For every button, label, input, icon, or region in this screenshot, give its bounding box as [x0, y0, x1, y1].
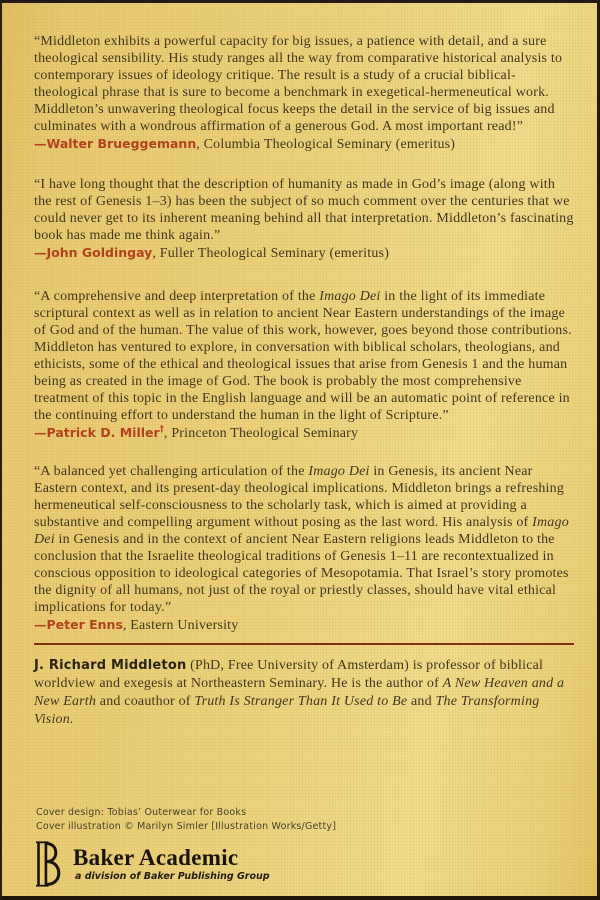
attribution-affiliation: , Princeton Theological Seminary	[163, 426, 359, 441]
cover-credits	[36, 806, 336, 833]
endorsement-enns	[34, 463, 574, 634]
attribution-affiliation: , Columbia Theological Seminary (emeritus)	[196, 137, 456, 152]
attribution-affiliation: , Eastern University	[122, 618, 239, 633]
attribution-name: —Walter Brueggemann	[34, 136, 197, 151]
endorsement-attribution	[34, 135, 574, 153]
endorsement-goldingay	[34, 176, 574, 262]
author-bio	[34, 657, 574, 729]
author-bio-text: (PhD, Free University of Amsterdam) is professor of biblical worldview and exegesis at Northeastern Seminary. He is the author of A New Heaven and a New Earth and coauthor of Truth Is Stranger Than It Used to Be and The Transforming Vision.	[34, 658, 565, 727]
baker-b-logo-icon	[36, 841, 66, 887]
publisher-tagline: a division of Baker Publishing Group	[75, 871, 270, 882]
endorsement-attribution	[34, 424, 574, 442]
endorsement-quote: “Middleton exhibits a powerful capacity for big issues, a patience with detail, and a sure theological sensibility. His study ranges all the way from comparative historical analysis to contemporary issues of ideology critique. The result is a study of a crucial biblical-theological phrase that is sure to become a benchmark in exegetical-hermeneutical work. Middleton’s unwavering theological focus keeps the detail in the service of big issues and culminates with a wondrous affirmation of a generous God. A most important read!”	[34, 34, 563, 134]
publisher-name: Baker Academic	[73, 845, 239, 870]
back-cover-content	[34, 33, 574, 729]
attribution-affiliation: , Fuller Theological Seminary (emeritus)	[152, 246, 390, 261]
endorsement-quote: “A comprehensive and deep interpretation of the Imago Dei in the light of its immediate scriptural context as well as in relation to ancient Near Eastern understandings of the image of God and of the human. The value of this work, however, goes beyond those contributions. Middleton has ventured to explore, in conversation with biblical scholars, theologians, and ethicists, some of the ethical and theological issues that arise from Genesis 1 and the human being as created in the image of God. The book is probably the most comprehensive treatment of this topic in the English language and will be an automatic point of reference in the continuing effort to understand the human in the light of Scripture.”	[34, 289, 572, 423]
attribution-name: —John Goldingay	[34, 245, 153, 260]
endorsement-quote: “A balanced yet challenging articulation of the Imago Dei in Genesis, its ancient Near Eastern context, and its present-day theological implications. Middleton brings a refreshing hermeneutical self-consciousness to the scholarly task, which is aimed at providing a substantive and compelling argument without posing as the last word. His analysis of Imago Dei in Genesis and in the context of ancient Near Eastern religions leads Middleton to the conclusion that the Israelite theological traditions of Genesis 1–11 are recontextualized in conscious opposition to ideological categories of Mesopotamia. That Israel’s story promotes the dignity of all humans, not just of the royal or priestly classes, should have vital ethical implications for today.”	[34, 464, 569, 615]
author-name: J. Richard Middleton	[34, 658, 187, 673]
endorsement-attribution	[34, 616, 574, 634]
endorsement-quote: “I have long thought that the description of humanity as made in God’s image (along with the rest of Genesis 1–3) has been the subject of so much comment over the centuries that we could never get to its inherent meaning behind all that interpretation. Middleton’s fascinating book has made me think again.”	[34, 177, 574, 243]
dagger-mark: †	[159, 424, 164, 435]
divider-rule	[34, 643, 574, 645]
endorsement-brueggemann	[34, 33, 574, 153]
endorsement-miller	[34, 288, 574, 442]
credit-design-line: Cover design: Tobias’ Outerwear for Books	[36, 807, 247, 818]
publisher-text	[73, 841, 270, 883]
credit-illustration-line: Cover illustration © Marilyn Simler [Illustration Works/Getty]	[36, 820, 337, 832]
endorsement-attribution	[34, 244, 574, 262]
publisher-logo	[36, 841, 270, 887]
attribution-name: —Peter Enns	[34, 617, 123, 632]
attribution-name: —Patrick D. Miller	[34, 425, 160, 440]
